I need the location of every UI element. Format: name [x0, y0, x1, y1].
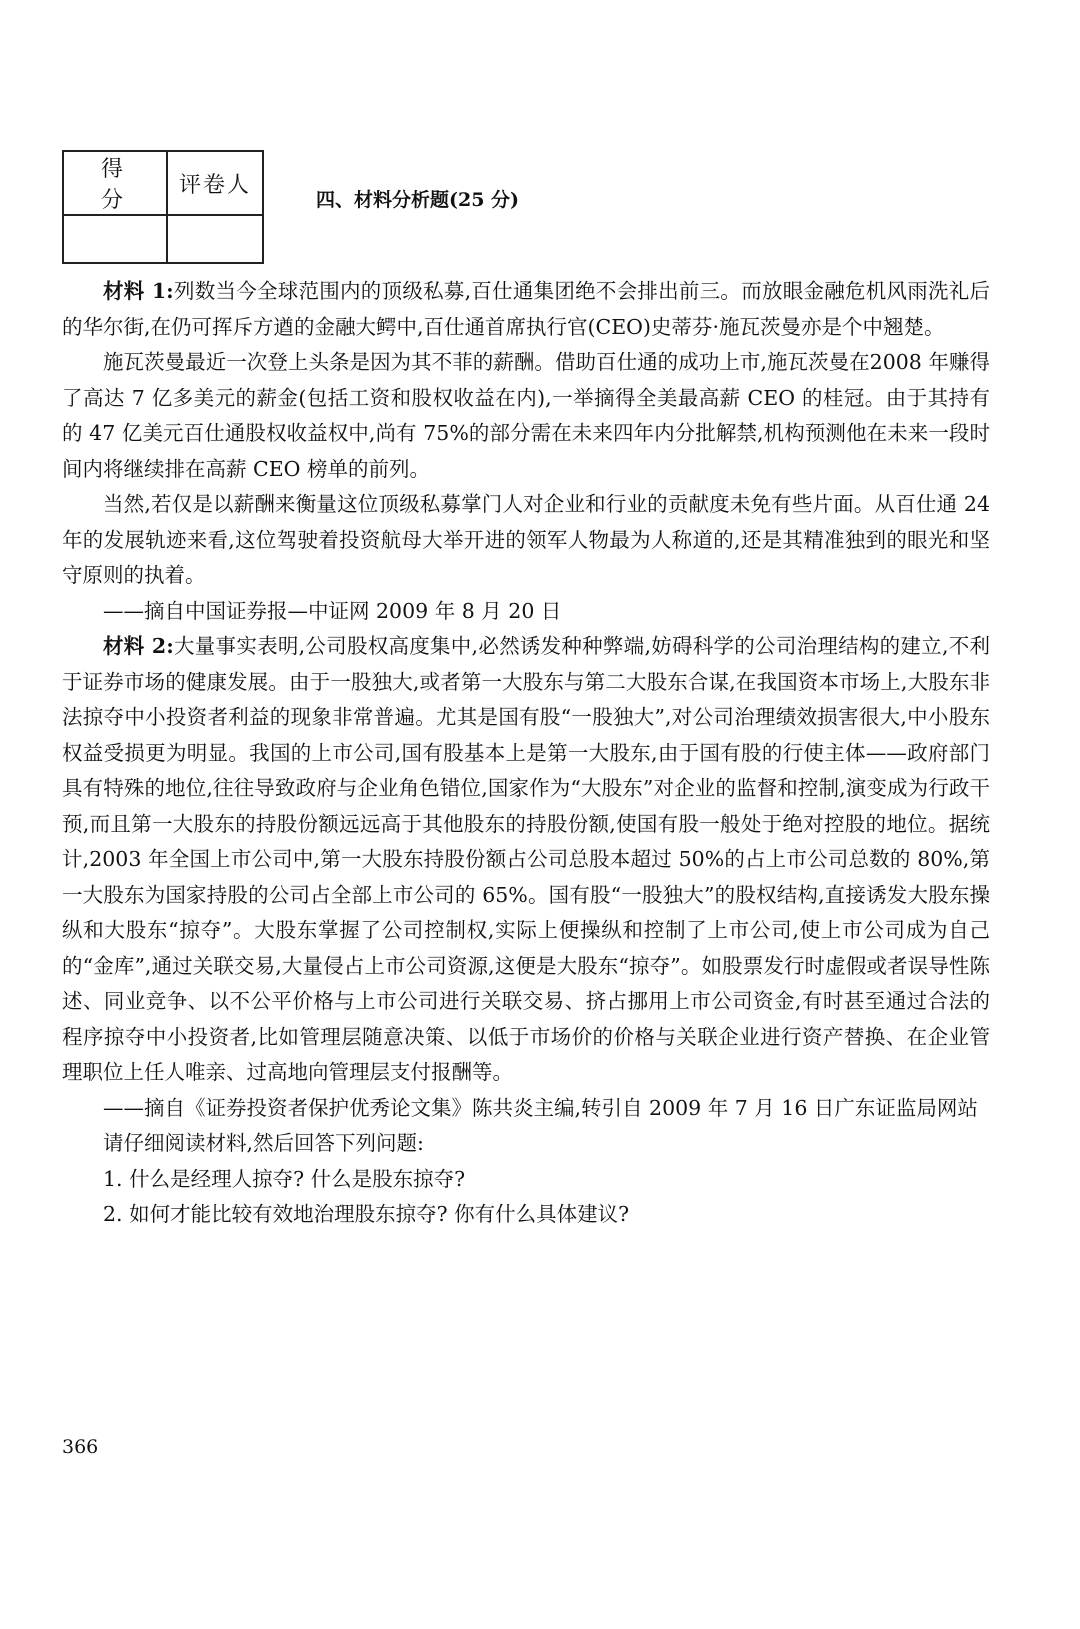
score-table — [62, 150, 264, 264]
material2-source: ——摘自《证券投资者保护优秀论文集》陈共炎主编,转引自 2009 年 7 月 16 日广东证监局网站 — [103, 1095, 978, 1120]
instructions: 请仔细阅读材料,然后回答下列问题: — [103, 1131, 424, 1155]
section-title: 四、材料分析题(25 分) — [316, 189, 520, 211]
material2-paragraph — [62, 629, 990, 1091]
question-2: 2. 如何才能比较有效地治理股东掠夺? 你有什么具体建议? — [103, 1202, 630, 1226]
material1-text-1: 列数当今全球范围内的顶级私募,百仕通集团绝不会排出前三。而放眼金融危机风雨洗礼后的华尔街,在仍可挥斥方遒的金融大鳄中,百仕通首席执行官(CEO)史蒂芬·施瓦茨曼亦是个中翘楚。 — [62, 279, 991, 339]
question-1: 1. 什么是经理人掠夺? 什么是股东掠夺? — [103, 1166, 466, 1191]
material1-paragraph-3: 当然,若仅是以薪酬来衡量这位顶级私募掌门人对企业和行业的贡献度未免有些片面。从百仕通 24 年的发展轨迹来看,这位驾驶着投资航母大举开进的领军人物最为人称道的,还是其精准独到的眼光和坚守原则的执着。 — [62, 492, 990, 587]
material1-label: 材料 1: — [103, 279, 174, 303]
reviewer-header: 评卷人 — [167, 151, 263, 215]
score-header: 得 分 — [63, 151, 167, 215]
reviewer-cell — [167, 215, 263, 263]
document-body — [62, 274, 990, 1233]
material1-paragraph-2: 施瓦茨曼最近一次登上头条是因为其不菲的薪酬。借助百仕通的成功上市,施瓦茨曼在2008 年赚得了高达 7 亿多美元的薪金(包括工资和股权收益在内),一举摘得全美最高薪 CEO 的桂冠。由于其持有的 47 亿美元百仕通股权收益权中,尚有 75%的部分需在未来四年内分批解禁,机构预测他在未来一段时间内将继续排在高薪 CEO 榜单的前列。 — [62, 350, 990, 481]
material1-paragraph-1 — [62, 274, 990, 345]
material2-text: 大量事实表明,公司股权高度集中,必然诱发种种弊端,妨碍科学的公司治理结构的建立,不利于证券市场的健康发展。由于一股独大,或者第一大股东与第二大股东合谋,在我国资本市场上,大股东非法掠夺中小投资者利益的现象非常普遍。尤其是国有股“一股独大”,对公司治理绩效损害很大,中小股东权益受损更为明显。我国的上市公司,国有股基本上是第一大股东,由于国有股的行使主体——政府部门具有特殊的地位,往往导致政府与企业角色错位,国家作为“大股东”对企业的监督和控制,演变成为行政干预,而且第一大股东的持股份额远远高于其他股东的持股份额,使国有股一般处于绝对控股的地位。据统计,2003 年全国上市公司中,第一大股东持股份额占公司总股本超过 50%的占上市公司总数的 80%,第一大股东为国家持股的公司占全部上市公司的 65%。国有股“一股独大”的股权结构,直接诱发大股东操纵和大股东“掠夺”。大股东掌握了公司控制权,实际上便操纵和控制了上市公司,使上市公司成为自己的“金库”,通过关联交易,大量侵占上市公司资源,这便是大股东“掠夺”。如股票发行时虚假或者误导性陈述、同业竞争、以不公平价格与上市公司进行关联交易、挤占挪用上市公司资金,有时甚至通过合法的程序掠夺中小投资者,比如管理层随意决策、以低于市场价的价格与关联企业进行资产替换、在企业管理职位上任人唯亲、过高地向管理层支付报酬等。 — [62, 634, 990, 1084]
material1-source: ——摘自中国证券报—中证网 2009 年 8 月 20 日 — [103, 598, 562, 623]
material2-label: 材料 2: — [103, 634, 174, 658]
score-cell — [63, 215, 167, 263]
page-number: 366 — [62, 1436, 99, 1458]
